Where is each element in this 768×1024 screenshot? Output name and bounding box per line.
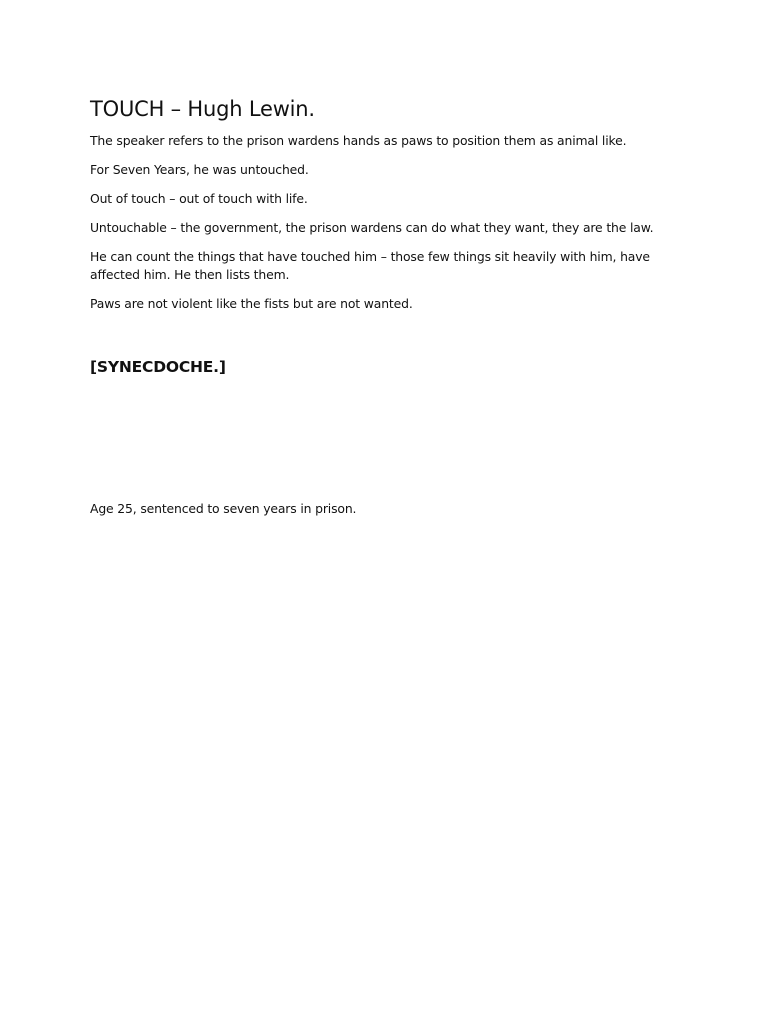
document-body — [90, 95, 680, 529]
paragraph-paws-animal: The speaker refers to the prison wardens hands as paws to position them as animal like. — [90, 133, 627, 148]
paragraph-paws-fists: Paws are not violent like the fists but are not wanted. — [90, 296, 413, 311]
section-heading-synecdoche: [SYNECDOCHE.] — [90, 358, 226, 376]
paragraph-seven-years: For Seven Years, he was untouched. — [90, 162, 309, 177]
document-title: TOUCH – Hugh Lewin. — [90, 97, 315, 121]
paragraph-out-of-touch: Out of touch – out of touch with life. — [90, 191, 308, 206]
paragraph-untouchable: Untouchable – the government, the prison wardens can do what they want, they are the law. — [90, 220, 654, 235]
paragraph-age-sentence: Age 25, sentenced to seven years in prison. — [90, 501, 357, 516]
paragraph-count-things: He can count the things that have touched him – those few things sit heavily with him, have affected him. He then lists them. — [90, 249, 650, 282]
